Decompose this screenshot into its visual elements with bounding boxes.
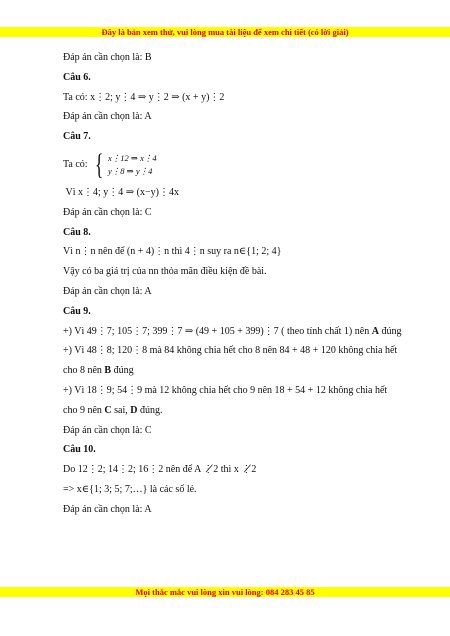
- equation-system: [63, 147, 403, 183]
- answer-line: Đáp án cần chọn là: A: [63, 503, 152, 515]
- solution-line: Vậy có ba giá trị của nn thỏa mãn điều kiện đề bài.: [63, 266, 267, 278]
- solution-line: +) Vì 18⋮9; 54⋮9 mà 12 không chia hết cho 9 nên 18 + 54 + 12 không chia hết: [63, 384, 388, 396]
- solution-line: cho 9 nên C sai, D đúng.: [63, 404, 163, 416]
- system-lines: [108, 152, 157, 178]
- document-body: [63, 48, 403, 520]
- solution-line: +) Vì 49⋮7; 105⋮7; 399⋮7 ⇒ (49 + 105 + 399)⋮7 ( theo tính chất 1) nên A đúng: [63, 325, 402, 337]
- preview-notice-text: Đây là bản xem thử, vui lòng mua tài liệu để xem chi tiết (có lời giải): [101, 27, 349, 37]
- answer-line: Đáp án cần chọn là: A: [63, 111, 152, 123]
- solution-line: Vì x⋮4; y⋮4 ⇒ (x−y)⋮4x: [65, 186, 179, 198]
- system-prefix: Ta có:: [63, 159, 88, 171]
- question-heading: Câu 9.: [63, 305, 91, 317]
- solution-line: +) Vì 48⋮8; 120⋮8 mà 84 không chia hết cho 8 nên 84 + 48 + 120 không chia hết: [63, 345, 398, 357]
- question-heading: Câu 8.: [63, 226, 91, 238]
- preview-notice-banner: [0, 27, 450, 37]
- contact-footer-text: Mọi thắc mắc vui lòng xin vui lòng: 084 283 45 85: [135, 587, 315, 597]
- system-line: y⋮8 ⇒ y⋮4: [107, 165, 153, 176]
- solution-line: => x∈{1; 3; 5; 7;…} là các số lẻ.: [63, 483, 197, 495]
- solution-line: cho 8 nên B đúng: [63, 365, 134, 377]
- contact-footer-banner: [0, 587, 450, 597]
- answer-line: Đáp án cần chọn là: B: [63, 52, 152, 63]
- solution-line: Do 12⋮2; 14⋮2; 16⋮2 nên để A ⋮̸2 thì x ⋮̸2: [63, 464, 257, 476]
- answer-line: Đáp án cần chọn là: A: [63, 285, 152, 297]
- answer-line: Đáp án cần chọn là: C: [63, 206, 152, 218]
- question-heading: Câu 7.: [63, 131, 91, 143]
- solution-line: Vì n⋮n nên để (n + 4)⋮n thì 4⋮n suy ra n∈{1; 2; 4}: [63, 246, 282, 258]
- answer-line: Đáp án cần chọn là: C: [63, 424, 152, 436]
- solution-line: Ta có: x⋮2; y⋮4 ⇒ y⋮2 ⇒ (x + y)⋮2: [63, 91, 225, 103]
- system-line: x⋮12 ⇒ x⋮4: [107, 152, 157, 163]
- question-heading: Câu 10.: [63, 444, 96, 456]
- question-heading: Câu 6.: [63, 71, 91, 83]
- brace-symbol: {: [94, 147, 104, 181]
